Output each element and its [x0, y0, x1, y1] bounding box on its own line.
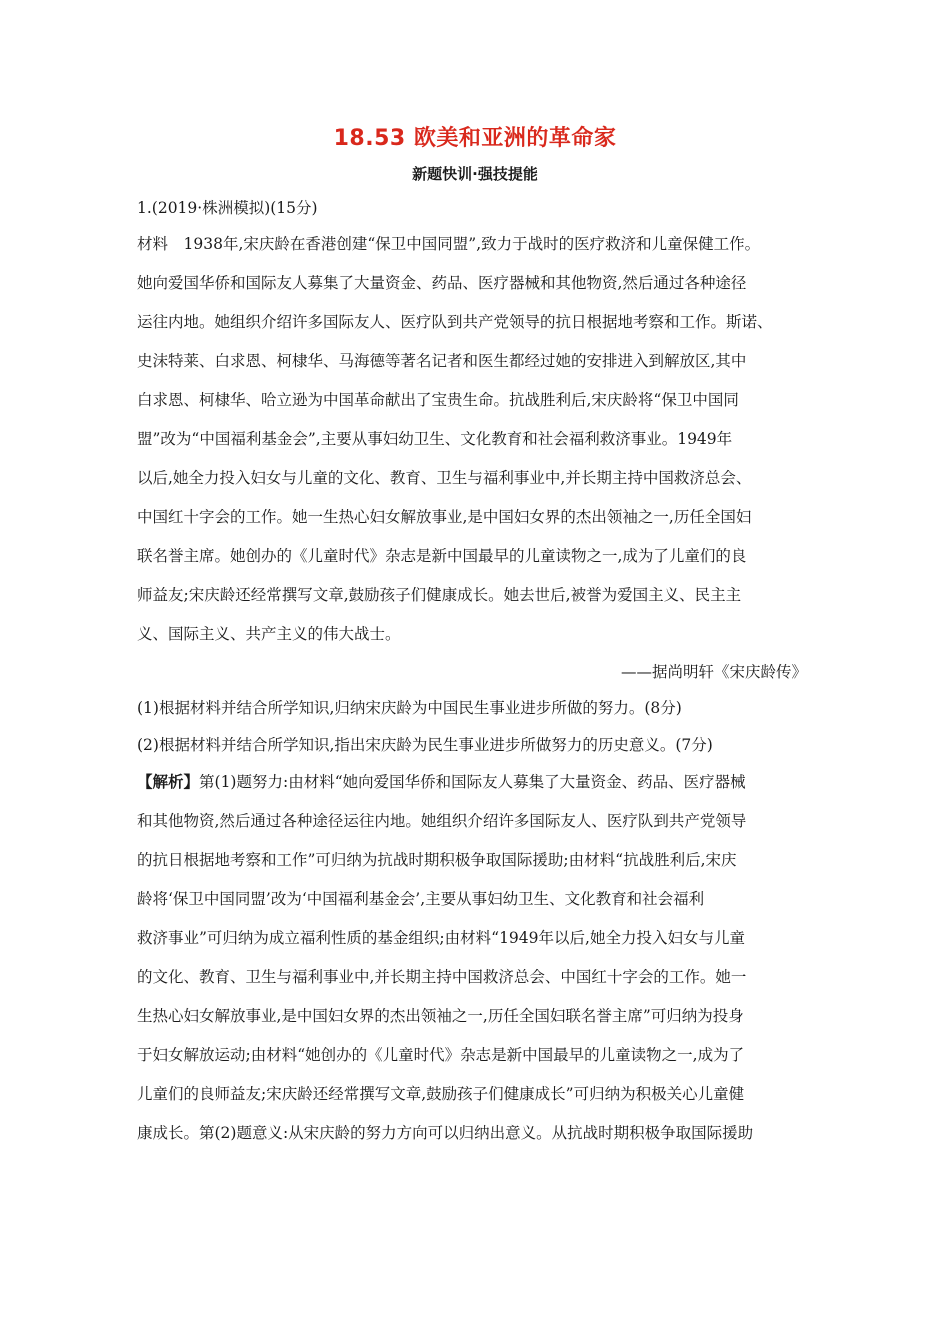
- material-line: 史沫特莱、白求恩、柯棣华、马海德等著名记者和医生都经过她的安排进入到解放区,其中: [137, 352, 747, 370]
- material-line: 她向爱国华侨和国际友人募集了大量资金、药品、医疗器械和其他物资,然后通过各种途径: [137, 274, 747, 292]
- analysis-tag: 【解析】: [137, 773, 200, 791]
- analysis-line: 生热心妇女解放事业,是中国妇女界的杰出领袖之一,历任全国妇联名誉主席”可归纳为投身: [137, 1007, 744, 1025]
- analysis-line: 的抗日根据地考察和工作”可归纳为抗战时期积极争取国际援助;由材料“抗战胜利后,宋庆: [137, 851, 737, 869]
- analysis-line: 儿童们的良师益友;宋庆龄还经常撰写文章,鼓励孩子们健康成长”可归纳为积极关心儿童健: [137, 1085, 745, 1103]
- material-line: 联名誉主席。她创办的《儿童时代》杂志是新中国最早的儿童读物之一,成为了儿童们的良: [137, 547, 747, 565]
- page-title: 18.53 欧美和亚洲的革命家: [333, 126, 617, 151]
- material-line: 以后,她全力投入妇女与儿童的文化、教育、卫生与福利事业中,并长期主持中国救济总会、: [137, 469, 752, 487]
- analysis-text: 第(1)题努力:由材料“她向爱国华侨和国际友人募集了大量资金、药品、医疗器械: [199, 773, 746, 791]
- analysis-line: 的文化、教育、卫生与福利事业中,并长期主持中国救济总会、中国红十字会的工作。她一: [137, 968, 747, 986]
- analysis-first-line: [137, 771, 746, 793]
- material-line: 白求恩、柯棣华、哈立逊为中国革命献出了宝贵生命。抗战胜利后,宋庆龄将“保卫中国同: [137, 391, 739, 409]
- analysis-line: 龄将‘保卫中国同盟’改为‘中国福利基金会’,主要从事妇幼卫生、文化教育和社会福利: [137, 890, 705, 908]
- analysis-line: 于妇女解放运动;由材料“她创办的《儿童时代》杂志是新中国最早的儿童读物之一,成为了: [137, 1046, 745, 1064]
- material-line: 盟”改为“中国福利基金会”,主要从事妇幼卫生、文化教育和社会福利救济事业。1949年: [137, 430, 733, 448]
- material-line: 师益友;宋庆龄还经常撰写文章,鼓励孩子们健康成长。她去世后,被誉为爱国主义、民主主: [137, 586, 742, 604]
- material-line: 义、国际主义、共产主义的伟大战士。: [137, 625, 401, 643]
- question-1: (1)根据材料并结合所学知识,归纳宋庆龄为中国民生事业进步所做的努力。(8分): [137, 699, 682, 717]
- analysis-line: 康成长。第(2)题意义:从宋庆龄的努力方向可以归纳出意义。从抗战时期积极争取国际援助: [137, 1124, 754, 1142]
- material-line: 运往内地。她组织介绍许多国际友人、医疗队到共产党领导的抗日根据地考察和工作。斯诺、: [137, 313, 773, 331]
- page-subtitle: 新题快训·强技提能: [412, 165, 538, 183]
- question-2: (2)根据材料并结合所学知识,指出宋庆龄为民生事业进步所做努力的历史意义。(7分): [137, 736, 713, 754]
- source-citation: ——据尚明轩《宋庆龄传》: [620, 663, 807, 681]
- analysis-line: 和其他物资,然后通过各种途径运往内地。她组织介绍许多国际友人、医疗队到共产党领导: [137, 812, 747, 830]
- analysis-line: 救济事业”可归纳为成立福利性质的基金组织;由材料“1949年以后,她全力投入妇女与儿童: [137, 929, 745, 947]
- material-line: 中国红十字会的工作。她一生热心妇女解放事业,是中国妇女界的杰出领袖之一,历任全国妇: [137, 508, 752, 526]
- material-line: 材料 1938年,宋庆龄在香港创建“保卫中国同盟”,致力于战时的医疗救济和儿童保健工作。: [137, 235, 761, 253]
- question-header: 1.(2019·株洲模拟)(15分): [137, 199, 318, 217]
